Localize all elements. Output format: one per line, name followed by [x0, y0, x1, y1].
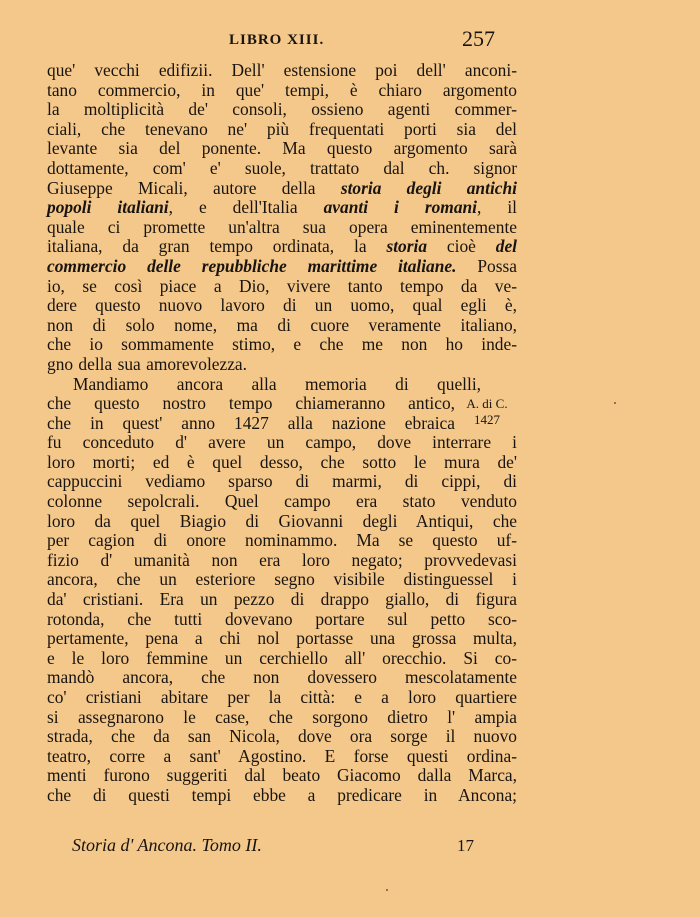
text-line: dere questo nuovo lavoro di un uomo, qual egli è, [47, 295, 517, 316]
text-run: , il [477, 197, 518, 218]
text-line: cappuccini vediamo sparso di marmi, di cippi, di [47, 471, 517, 492]
text-line [47, 179, 517, 199]
text-run: cioè [427, 236, 496, 257]
text-line [47, 257, 517, 277]
text-line: pertamente, pena a chi nol portasse una grossa multa, [47, 628, 517, 649]
text-line [47, 237, 517, 257]
text-run: italiana, da gran tempo ordinata, la [47, 236, 387, 257]
book-title-italic: commercio delle repubbliche marittime italiane. [47, 255, 457, 276]
paper-speck [614, 402, 616, 404]
text-line: strada, che da san Nicola, dove ora sorge il nuovo [47, 726, 517, 747]
book-title-italic: storia [386, 236, 428, 257]
book-title-italic: popoli italiani [47, 197, 169, 218]
text-line: che in quest' anno 1427 alla nazione ebraica [47, 412, 455, 433]
text-line: la moltiplicità de' consoli, ossieno agenti commer- [47, 99, 517, 120]
text-line: fu conceduto d' avere un campo, dove interrare i [47, 432, 517, 453]
paper-speck [386, 889, 388, 891]
text-run: Possa [456, 255, 517, 276]
text-line: gno della sua amorevolezza. [47, 353, 248, 374]
marginal-note-year: 1427 [474, 412, 500, 427]
text-run: , e dell'Italia [168, 197, 324, 218]
book-title-italic: del [495, 236, 517, 257]
text-line: quale ci promette un'altra sua opera eminentemente [47, 216, 517, 237]
text-line: rotonda, che tutti dovevano portare sul petto sco- [47, 608, 517, 629]
body-text [47, 61, 517, 806]
marginal-note [457, 396, 517, 428]
text-line: tano commercio, in que' tempi, è chiaro argomento [47, 79, 517, 100]
footer-signature: Storia d' Ancona. Tomo II. [72, 835, 262, 855]
signature-mark: 17 [457, 836, 474, 855]
text-line: que' vecchi edifizii. Dell' estensione poi dell' anconi- [47, 60, 517, 80]
text-line: fizio d' umanità non era loro negato; provvedevasi [47, 549, 517, 570]
text-line: Mandiamo ancora alla memoria di quelli, [73, 373, 481, 394]
text-line: menti furono suggeriti dal beato Giacomo dalla Marca, [47, 765, 517, 786]
text-line: per cagion di onore nominammo. Ma se questo uf- [47, 530, 517, 551]
text-line: ciali, che tenevano ne' più frequentati porti sia del [47, 118, 517, 139]
text-line: teatro, corre a sant' Agostino. E forse questi ordina- [47, 745, 517, 766]
text-line: loro da quel Biagio di Giovanni degli Antiqui, che [47, 510, 517, 531]
text-line: da' cristiani. Era un pezzo di drappo giallo, di figura [47, 589, 517, 610]
text-line: si assegnarono le case, che sorgono dietro l' ampia [47, 706, 517, 727]
text-line: che di questi tempi ebbe a predicare in Ancona; [47, 784, 517, 805]
text-line: dottamente, com' e' suole, trattato dal ch. signor [47, 157, 517, 178]
text-line: colonne sepolcrali. Quel campo era stato venduto [47, 491, 517, 512]
text-line: che io sommamente stimo, e che me non ho inde- [47, 334, 517, 355]
text-line: co' cristiani abitare per la città: e a loro quartiere [47, 687, 517, 707]
text-line: che questo nostro tempo chiameranno antico, [47, 393, 455, 414]
book-title-italic: avanti i romani [323, 197, 478, 218]
text-line: mandò ancora, che non dovessero mescolatamente [47, 667, 517, 688]
marginal-note-label: A. di C. [466, 396, 508, 411]
text-line: non di solo nome, ma di cuore veramente italiano, [47, 314, 517, 335]
running-title: LIBRO XIII. [229, 32, 325, 48]
text-line: loro morti; ed è quel desso, che sotto le mura de' [47, 451, 517, 472]
book-title-italic: storia degli antichi [340, 177, 517, 198]
text-line: io, se così piace a Dio, vivere tanto tempo da ve- [47, 275, 517, 296]
text-run: Giuseppe Micali, autore della [47, 177, 341, 198]
page-number: 257 [462, 26, 495, 51]
text-line: ancora, che un esteriore segno visibile distinguessel i [47, 569, 517, 590]
text-line: e le loro femmine un cerchiello all' orecchio. Si co- [47, 647, 517, 668]
text-line: levante sia del ponente. Ma questo argomento sarà [47, 138, 517, 159]
text-line [47, 198, 517, 218]
